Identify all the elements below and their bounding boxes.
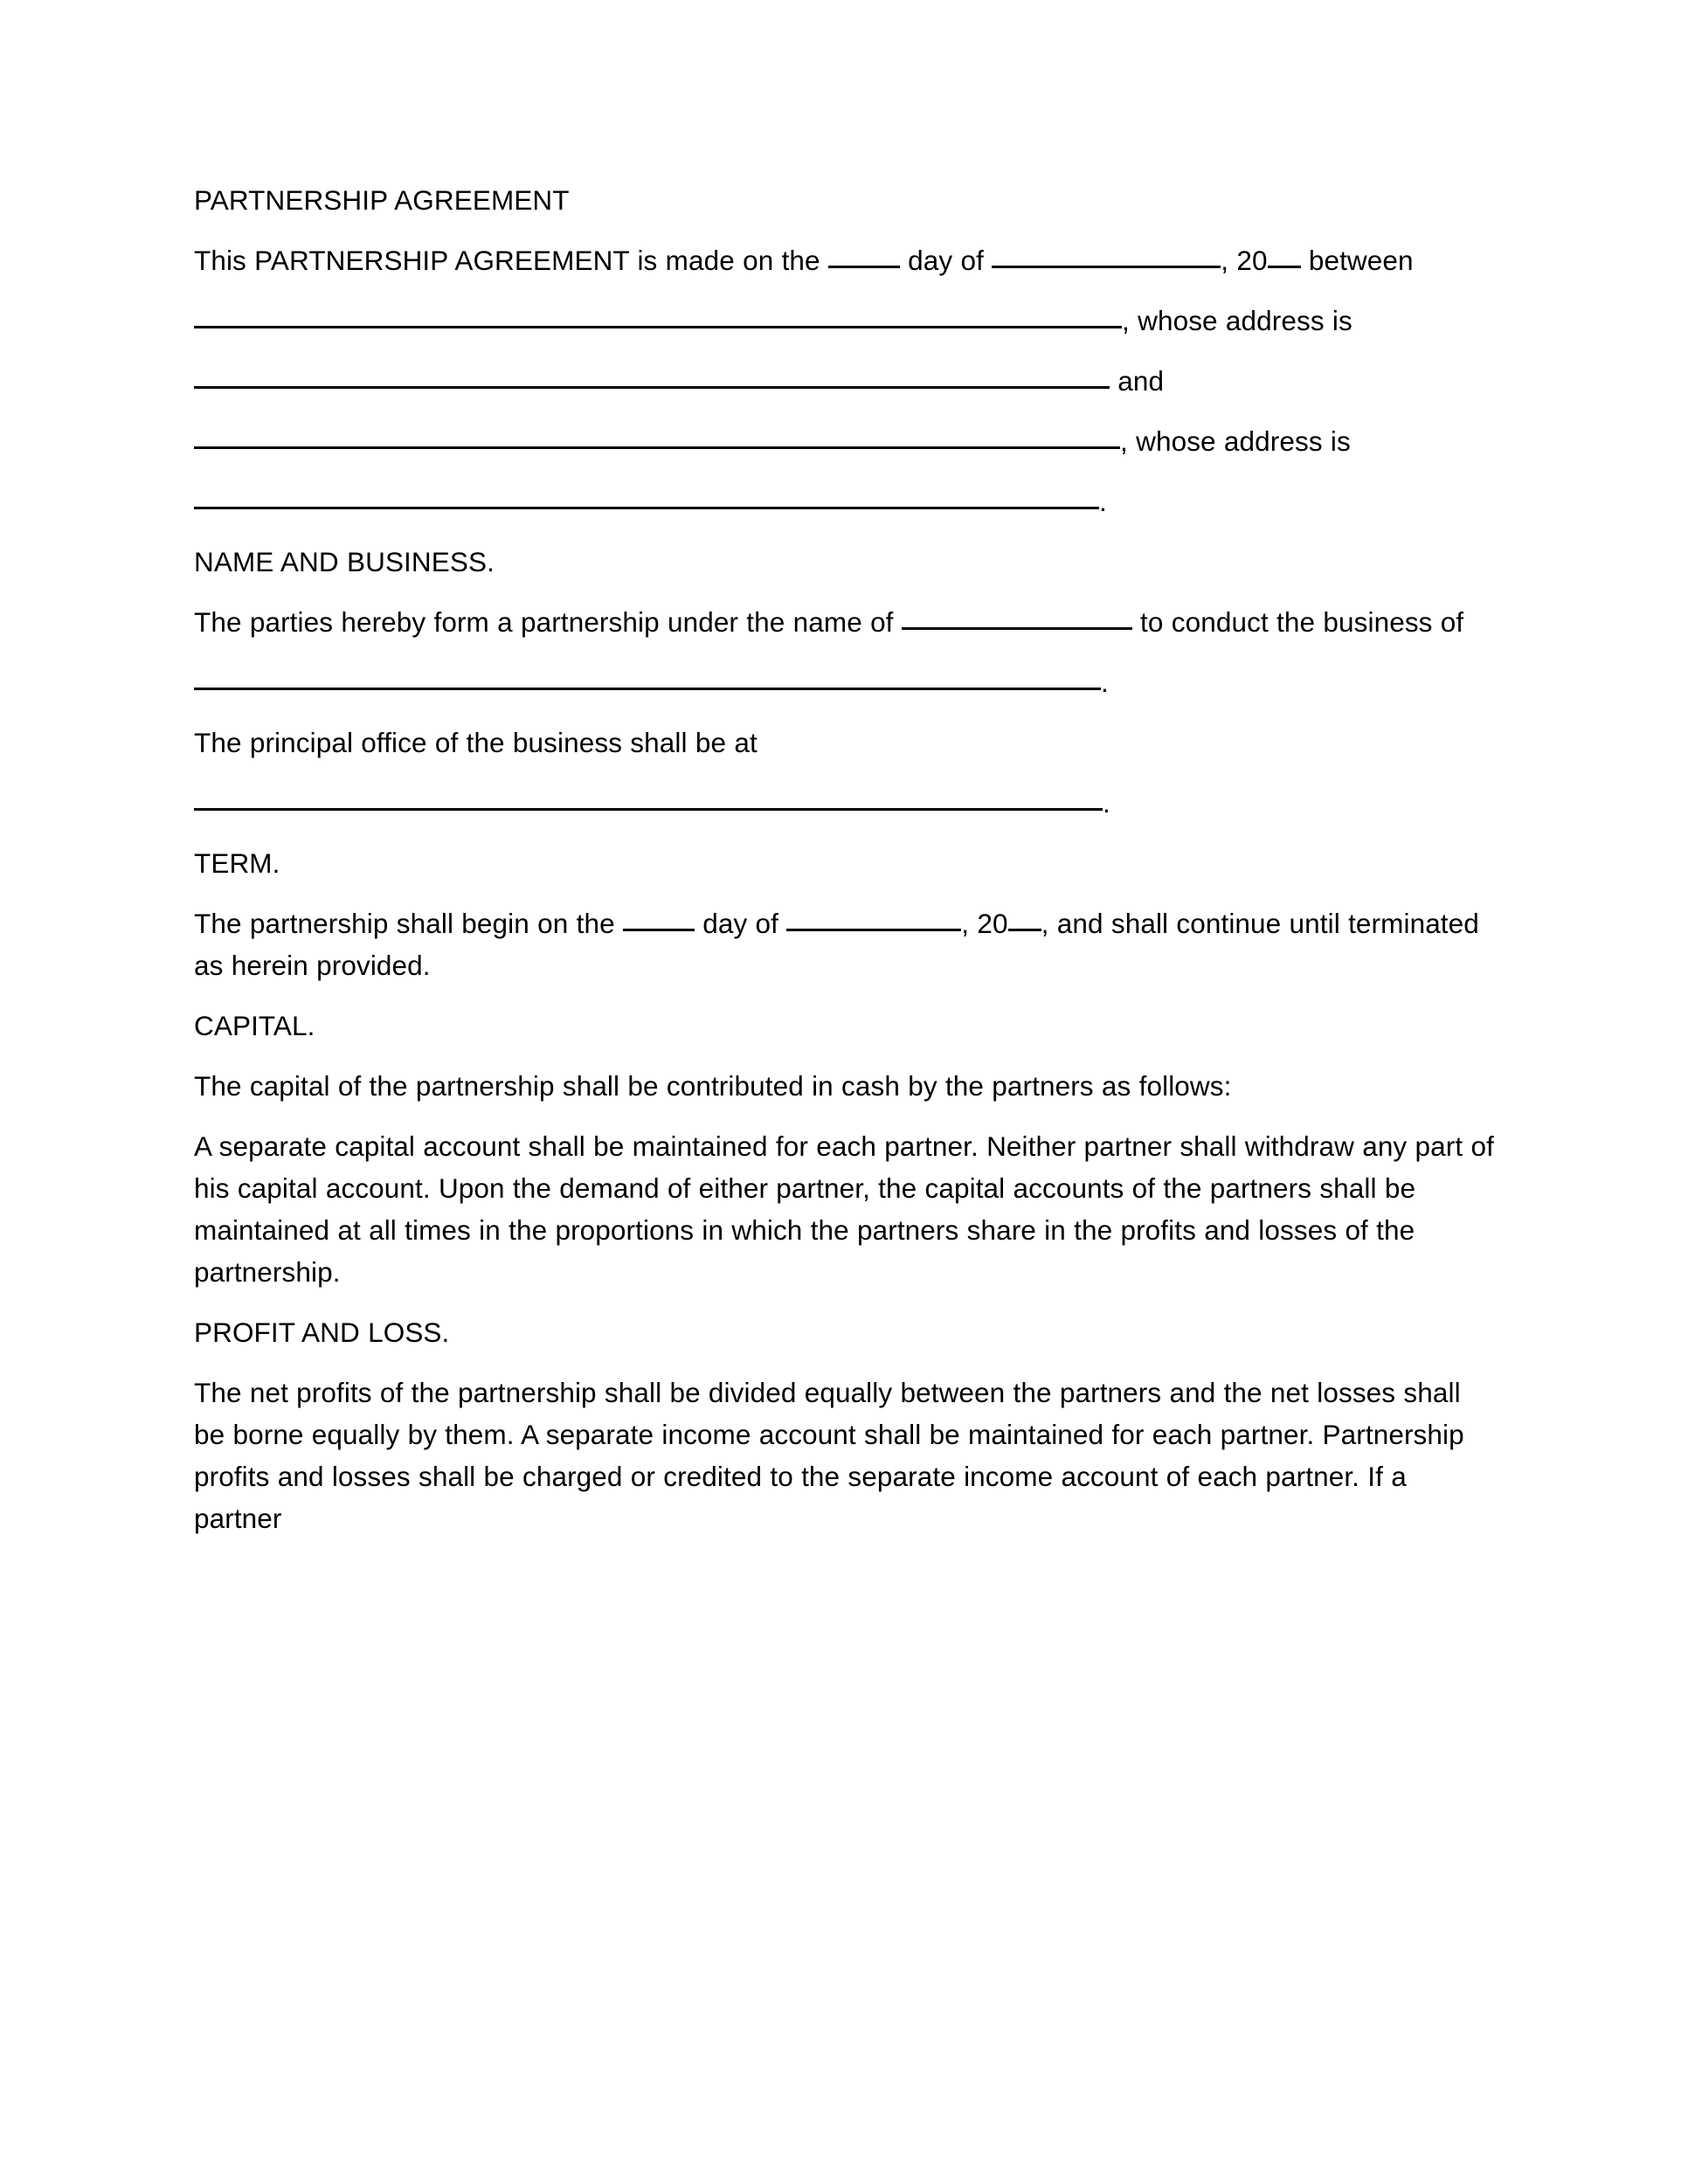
term-tail: , and shall continue until terminated as herein provided. xyxy=(194,908,1479,981)
day-blank-term[interactable] xyxy=(623,902,695,931)
name-business-paragraph xyxy=(194,601,1496,643)
principal-office-blank[interactable] xyxy=(194,782,1103,811)
capital-paragraph-2: A separate capital account shall be maintained for each partner. Neither partner shall withdraw any part of his capital account. Upon the demand of either partner, the capital accounts of the partners shall be maintained at all times in the proportions in which the partners share in the profits and losses of the partnership. xyxy=(194,1130,1494,1288)
term-year-prefix: , 20 xyxy=(961,908,1008,939)
intro-mid-day: day of xyxy=(899,245,993,276)
intro-lead: This PARTNERSHIP AGREEMENT is made on the xyxy=(194,245,828,276)
capital-paragraph-1: The capital of the partnership shall be contributed in cash by the partners as follows: xyxy=(194,1070,1232,1102)
day-blank-intro[interactable] xyxy=(828,239,900,268)
principal-office-paragraph: The principal office of the business shall be at xyxy=(194,727,758,758)
business-description-line xyxy=(194,661,1496,703)
heading-term: TERM. xyxy=(194,847,280,879)
page-title: PARTNERSHIP AGREEMENT xyxy=(194,184,570,216)
principal-office-period: . xyxy=(1103,787,1110,819)
partnership-name-blank[interactable] xyxy=(902,601,1132,630)
party-tail-1: , whose address is xyxy=(1122,305,1352,336)
party-name-blank-2[interactable] xyxy=(194,420,1120,449)
intro-tail: between xyxy=(1300,245,1414,276)
party-line-2 xyxy=(194,360,1496,402)
intro-paragraph xyxy=(194,239,1496,281)
business-description-blank[interactable] xyxy=(194,661,1101,690)
party-tail-3: , whose address is xyxy=(1120,425,1351,457)
month-blank-intro[interactable] xyxy=(992,239,1221,268)
party-line-3 xyxy=(194,420,1496,462)
profit-loss-paragraph: The net profits of the partnership shall be divided equally between the partners and the net losses shall be borne equally by them. A separate income account shall be maintained for each partner. Partnership profits and losses shall be charged or credited to the separate income account of each partner. If a partner xyxy=(194,1377,1464,1534)
party-line-1 xyxy=(194,300,1496,342)
party-tail-2: and xyxy=(1110,365,1165,397)
name-business-lead: The parties hereby form a partnership under the name of xyxy=(194,606,902,638)
party-tail-4: . xyxy=(1099,486,1107,517)
year-blank-intro[interactable] xyxy=(1268,239,1301,268)
heading-capital: CAPITAL. xyxy=(194,1010,315,1041)
document-body xyxy=(194,179,1496,1558)
intro-year-prefix: , 20 xyxy=(1221,245,1268,276)
year-blank-term[interactable] xyxy=(1008,902,1041,931)
party-address-blank-1[interactable] xyxy=(194,360,1110,389)
party-address-blank-2[interactable] xyxy=(194,480,1099,509)
month-blank-term[interactable] xyxy=(786,902,961,931)
business-description-period: . xyxy=(1101,667,1109,698)
term-paragraph xyxy=(194,902,1496,986)
name-business-tail: to conduct the business of xyxy=(1131,606,1464,638)
term-lead: The partnership shall begin on the xyxy=(194,908,623,939)
principal-office-line xyxy=(194,782,1496,824)
party-name-blank-1[interactable] xyxy=(194,300,1122,328)
heading-name-and-business: NAME AND BUSINESS. xyxy=(194,546,495,577)
heading-profit-and-loss: PROFIT AND LOSS. xyxy=(194,1317,450,1348)
term-mid-day: day of xyxy=(694,908,787,939)
party-line-4 xyxy=(194,480,1496,522)
